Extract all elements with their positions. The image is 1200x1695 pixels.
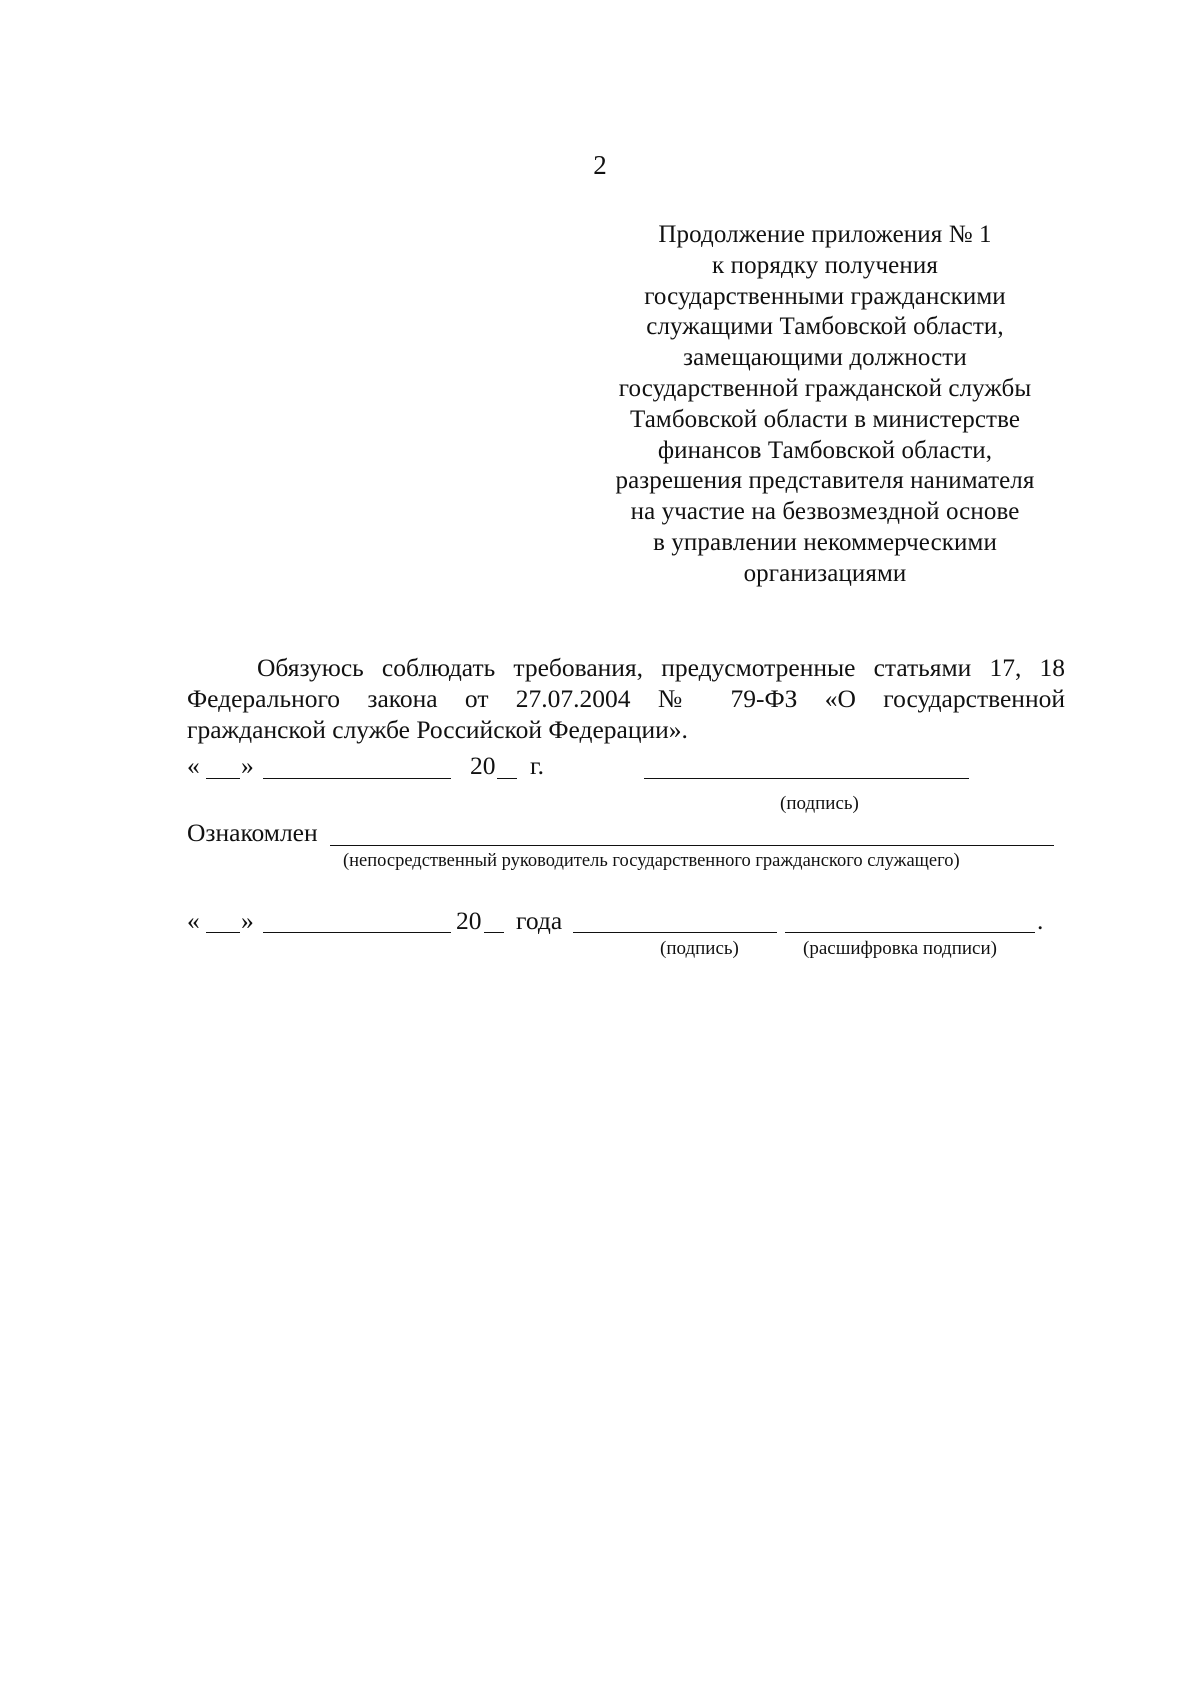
open-quote: « xyxy=(187,751,200,780)
month-blank xyxy=(263,778,451,779)
final-signature-blank xyxy=(573,932,777,933)
appendix-line: государственной гражданской службы xyxy=(618,374,1032,402)
year-suffix: г. xyxy=(530,751,544,780)
final-decoding-caption: (расшифровка подписи) xyxy=(803,938,997,959)
paragraph-line: Федерального закона от 27.07.2004 № 79-ФЗ «О государственной xyxy=(187,684,1065,713)
signature-caption: (подпись) xyxy=(780,793,859,814)
appendix-line: организациями xyxy=(743,559,907,587)
final-open-quote: « xyxy=(187,906,200,935)
final-month-blank xyxy=(263,932,451,933)
day-blank xyxy=(206,778,240,779)
final-year-prefix: 20 xyxy=(456,906,482,935)
final-close-quote: » xyxy=(241,906,254,935)
appendix-line: государственными гражданскими xyxy=(644,282,1006,310)
appendix-line: разрешения представителя нанимателя xyxy=(615,467,1035,495)
acknowledged-label: Ознакомлен xyxy=(187,818,318,847)
appendix-line: к порядку получения xyxy=(712,251,938,279)
final-year-suffix: года xyxy=(516,906,563,935)
signature-blank xyxy=(644,778,969,779)
year-blank xyxy=(497,778,517,779)
close-quote: » xyxy=(241,751,254,780)
final-decoding-blank xyxy=(785,932,1035,933)
appendix-line: на участие на безвозмездной основе xyxy=(630,498,1020,526)
paragraph-line: гражданской службе Российской Федерации». xyxy=(187,715,688,744)
final-signature-caption: (подпись) xyxy=(660,938,739,959)
appendix-line: замещающими должности xyxy=(683,344,967,372)
page-number: 2 xyxy=(593,150,607,180)
paragraph-line: Обязуюсь соблюдать требования, предусмотренные статьями 17, 18 xyxy=(257,653,1065,682)
final-day-blank xyxy=(206,932,240,933)
appendix-line: финансов Тамбовской области, xyxy=(657,436,993,464)
appendix-line: служащими Тамбовской области, xyxy=(646,313,1004,341)
final-year-blank xyxy=(484,932,504,933)
obligation-paragraph xyxy=(187,652,1065,745)
year-prefix: 20 xyxy=(470,751,496,780)
appendix-line: Тамбовской области в министерстве xyxy=(629,405,1021,433)
supervisor-blank xyxy=(330,845,1054,846)
final-end-mark: . xyxy=(1037,906,1044,935)
supervisor-caption: (непосредственный руководитель государственного гражданского служащего) xyxy=(343,851,960,871)
appendix-line: в управлении некоммерческими xyxy=(653,528,997,556)
appendix-heading xyxy=(560,220,1090,590)
appendix-line: Продолжение приложения № 1 xyxy=(658,221,992,248)
